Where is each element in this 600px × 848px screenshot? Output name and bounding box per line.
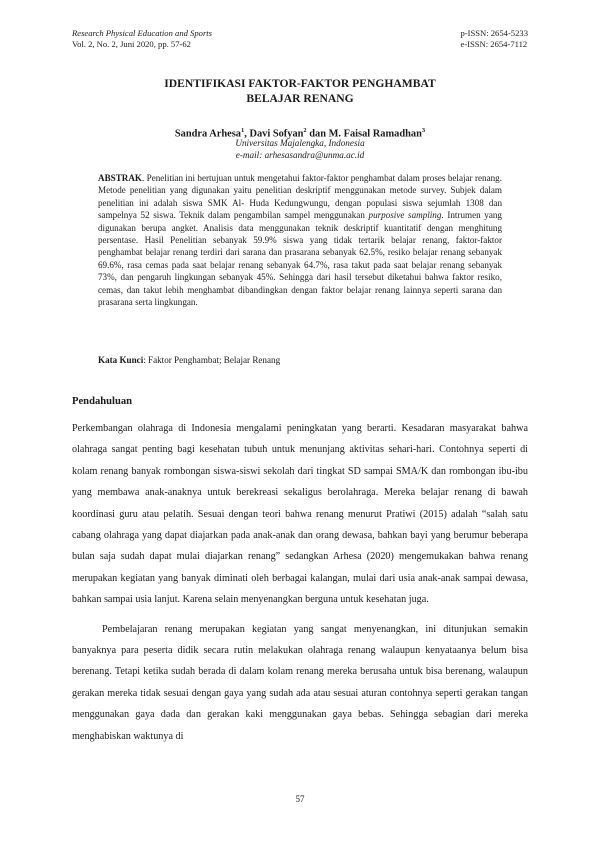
journal-header-right (460, 28, 528, 50)
author-separator: dan (306, 128, 329, 140)
journal-volume: Vol. 2, No. 2, Juni 2020, pp. 57-62 (72, 39, 191, 49)
title-line-1: IDENTIFIKASI FAKTOR-FAKTOR PENGHAMBAT (164, 77, 436, 90)
eissn: e-ISSN: 2654-7112 (460, 39, 528, 49)
author-1-affil: 1 (240, 127, 245, 134)
university: Universitas Majalengka, Indonesia (235, 138, 365, 148)
pissn: p-ISSN: 2654-5233 (460, 28, 528, 38)
author-3: M. Faisal Ramadhan (328, 128, 422, 140)
author-3-affil: 3 (421, 127, 426, 134)
keywords (98, 354, 502, 366)
section-heading: Pendahuluan (72, 396, 133, 407)
abstract (98, 172, 502, 308)
email: e-mail: arhesasandra@unma.ac.id (235, 150, 365, 160)
journal-header-left (72, 28, 212, 50)
author-1: Sandra Arhesa (174, 128, 241, 140)
article-title (0, 76, 600, 106)
abstract-italic-term: purposive sampling (368, 210, 442, 221)
journal-name: Research Physical Education and Sports (72, 28, 213, 38)
title-line-2: BELAJAR RENANG (246, 92, 354, 105)
section-body (72, 418, 528, 747)
paragraph: Perkembangan olahraga di Indonesia mengalami peningkatan yang berarti. Kesadaran masyarakat bahwa olahraga sangat penting bagi kesehatan tubuh untuk menunjang aktivitas sehari-hari. Contohnya seperti di kolam renang banyak rombongan siswa-siswi sekolah dari tingkat SD sampai SMA/K dan rombongan ibu-ibu yang membawa anak-anaknya untuk berekreasi sekaligus berolahraga. Mereka belajar renang di bawah koordinasi guru atau pelatih. Sesuai dengan teori bahwa renang menurut Pratiwi (2015) adalah “salah satu cabang olahraga yang dapat diajarkan pada anak-anak dan orang dewasa, bahkan bayi yang berumur beberapa bulan saja sudah dapat mulai diajarkan renang” sedangkan Arhesa (2020) mengemukakan bahwa renang merupakan kegiatan yang banyak diminati oleh berbagai kalangan, mulai dari usia anak-anak sampai dewasa, bahkan sampai usia lanjut. Karena selain menyenangkan berguna untuk kesehatan juga. (72, 423, 528, 606)
author-2-affil: 2 (303, 127, 307, 134)
keywords-text: : Faktor Penghambat; Belajar Renang (143, 355, 281, 365)
abstract-label: ABSTRAK (98, 173, 142, 183)
page-number: 57 (295, 794, 305, 804)
affiliation (0, 137, 600, 161)
author-2: Davi Sofyan (249, 128, 304, 140)
paragraph: Pembelajaran renang merupakan kegiatan yang sangat menyenangkan, ini ditunjukan semakin banyaknya para peserta didik secara rutin melakukan olahraga renang walaupun kenyataanya belum bisa berenang. Tetapi ketika sudah berada di dalam kolam renang mereka berusaha untuk bisa berenang, walaupun gerakan mereka tidak sesuai dengan gaya yang sudah ada atau sesuai aturan contohnya seperti gerakan tangan menggunakan gaya dada dan gerakan kaki menggunakan gaya bebas. Sehingga sebagian dari mereka menghabiskan waktunya di (72, 623, 528, 742)
abstract-text: . Penelitian ini bertujuan untuk mengetahui faktor-faktor penghambat dalam proses belajar renang. Metode penelitian yang digunakan yaitu penelitian deskriptif menggunakan metode survey. Subjek dalam penelitian ini adalah siswa SMK Al- Huda Kedungwungu, dengan populasi siswa sejumlah 1308 dan sampelnya 52 siswa. Teknik dalam pengambilan sampel menggunakan (98, 173, 502, 221)
abstract-text: . Intrumen yang digunakan berupa angket. Analisis data menggunakan teknik deskriptif kuantitatif dengan menghitung persentase. Hasil Penelitian sebanyak 59.9% siswa yang tidak tertarik belajar renang, faktor-faktor penghambat belajar renang terdiri dari sarana dan prasarana sebanyak 62.5%, resiko belajar renang sebanyak 69.6%, rasa cemas pada saat belajar renang sebanyak 64.7%, rasa takut pada saat belajar renang sebanyak 73%, dan pengaruh lingkungan sebanyak 45%. Sehingga dari hasil tersebut diketahui bahwa faktor resiko, cemas, dan takut lebih menghambat dibandingkan dengan faktor belajar renang lainnya seperti sarana dan prasarana serta lingkungan. (98, 210, 502, 308)
author-separator: , (244, 128, 250, 140)
keywords-label: Kata Kunci (98, 355, 144, 365)
